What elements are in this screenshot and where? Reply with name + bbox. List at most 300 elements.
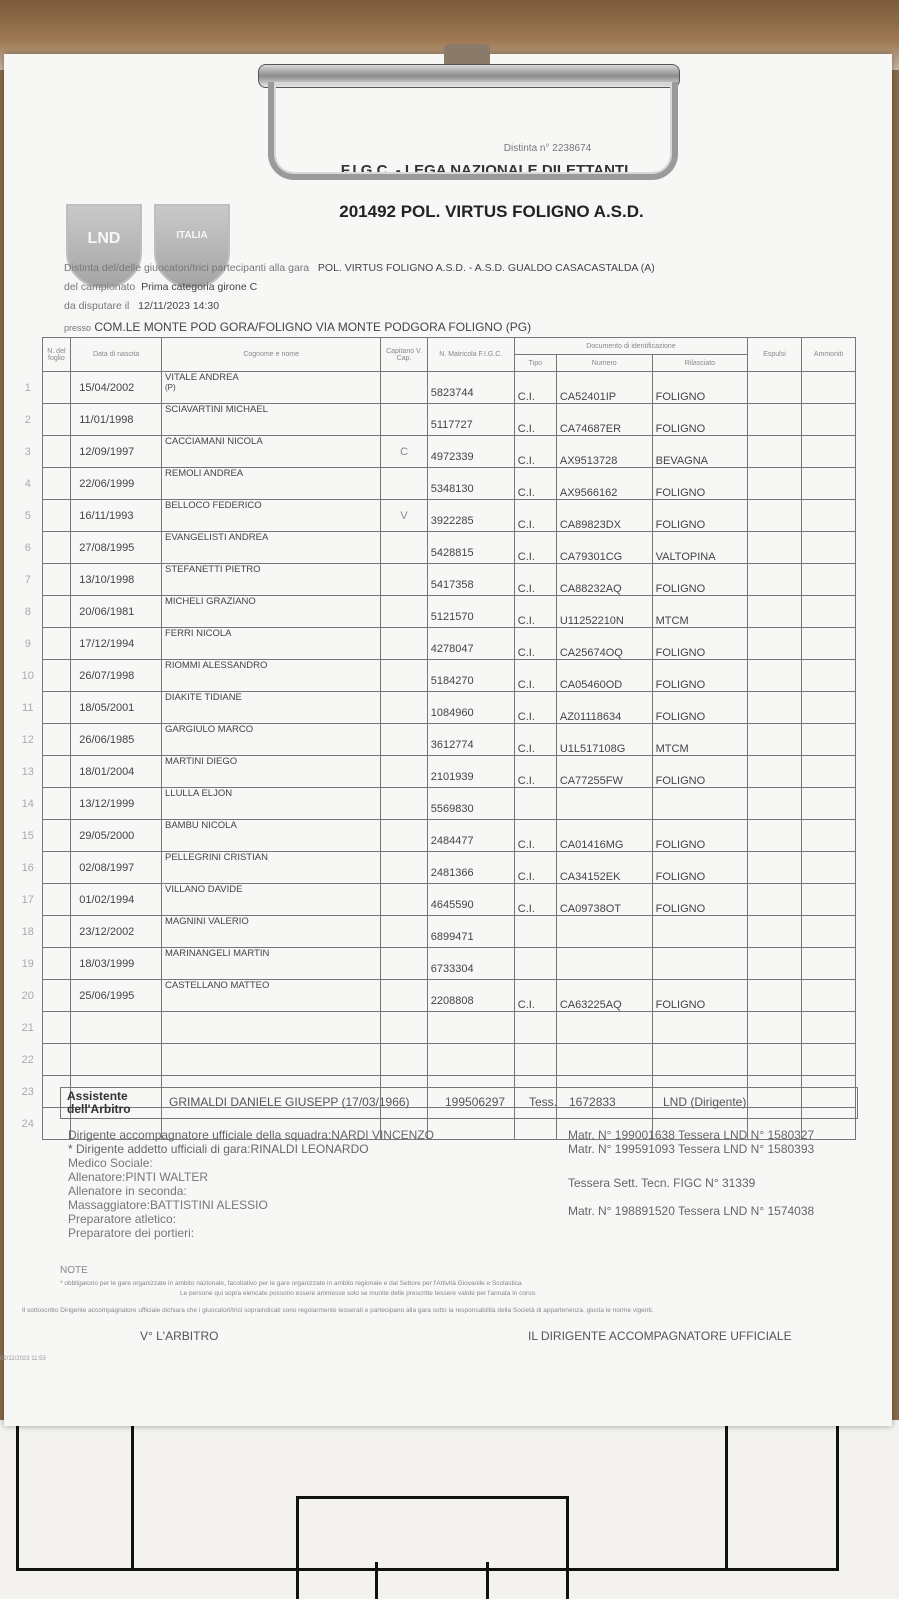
cell-tipo: C.I. (514, 852, 556, 884)
cell-blank (42, 1012, 71, 1044)
cell-tipo: C.I. (514, 692, 556, 724)
cell-ril: FOLIGNO (652, 564, 748, 596)
cell-blank (801, 404, 855, 436)
cell-name (162, 884, 381, 916)
cell-tipo: C.I. (514, 596, 556, 628)
cell-blank (801, 628, 855, 660)
cell-n: 14 (14, 788, 42, 820)
cell-cap (381, 564, 427, 596)
cell-tipo (514, 948, 556, 980)
table-row (14, 1044, 856, 1076)
cell-date: 02/08/1997 (71, 852, 162, 884)
cell-n: 23 (14, 1076, 42, 1108)
cell-cap (381, 788, 427, 820)
cell-ril (652, 1044, 748, 1076)
cell-date: 22/06/1999 (71, 468, 162, 500)
staff-matricola-1: Matr. N° 199001638 Tessera LND N° 1580327 (568, 1128, 815, 1142)
cell-tipo: C.I. (514, 884, 556, 916)
cell-ril: MTCM (652, 724, 748, 756)
table-row (14, 372, 856, 404)
cell-tipo: C.I. (514, 660, 556, 692)
cell-n: 6 (14, 532, 42, 564)
cell-doc: CA25674OQ (556, 628, 652, 660)
table-row (14, 500, 856, 532)
cell-name (162, 468, 381, 500)
cell-tipo: C.I. (514, 404, 556, 436)
cell-date: 11/01/1998 (71, 404, 162, 436)
cell-n: 15 (14, 820, 42, 852)
cell-date: 26/07/1998 (71, 660, 162, 692)
cell-date: 29/05/2000 (71, 820, 162, 852)
cell-blank (42, 948, 71, 980)
cell-blank (801, 756, 855, 788)
cell-name (162, 692, 381, 724)
cell-n: 9 (14, 628, 42, 660)
cell-ril (652, 788, 748, 820)
cell-blank (748, 980, 802, 1012)
cell-ril: FOLIGNO (652, 500, 748, 532)
cell-blank (801, 1012, 855, 1044)
player-name: RIOMMI ALESSANDRO (165, 660, 268, 671)
cell-blank (42, 788, 71, 820)
table-row (14, 788, 856, 820)
cell-blank (801, 916, 855, 948)
table-row (14, 660, 856, 692)
clipboard-board (0, 1420, 899, 1599)
cell-blank (801, 372, 855, 404)
player-name: GARGIULO MARCO (165, 724, 254, 735)
cell-blank (801, 468, 855, 500)
cell-blank (748, 564, 802, 596)
cell-ril: FOLIGNO (652, 756, 748, 788)
cell-mat: 5417358 (427, 564, 514, 596)
print-timestamp: 02/11/2023 11:53 (0, 1356, 46, 1362)
player-name: FERRI NICOLA (165, 628, 232, 639)
player-name: VITALE ANDREA (165, 372, 239, 383)
cell-doc: CA77255FW (556, 756, 652, 788)
cell-date: 17/12/1994 (71, 628, 162, 660)
footnote-2: Le persone qui sopra elencate possono essere ammesse solo se munite delle prescritte tessere valide per l'annata in corso. (180, 1290, 537, 1297)
cell-n: 5 (14, 500, 42, 532)
cell-ril: FOLIGNO (652, 468, 748, 500)
cell-doc: CA01416MG (556, 820, 652, 852)
table-row (14, 564, 856, 596)
cell-date: 27/08/1995 (71, 532, 162, 564)
cell-blank (748, 660, 802, 692)
cell-mat: 5348130 (427, 468, 514, 500)
cell-ril: FOLIGNO (652, 852, 748, 884)
cell-blank (42, 596, 71, 628)
cell-name (162, 660, 381, 692)
cell-blank (748, 436, 802, 468)
championship-line: del campionato Prima categoria girone C (64, 281, 258, 293)
cell-blank (801, 884, 855, 916)
cell-name (162, 948, 381, 980)
cell-ril: FOLIGNO (652, 820, 748, 852)
club-title: 201492 POL. VIRTUS FOLIGNO A.S.D. (339, 202, 644, 221)
cell-tipo: C.I. (514, 820, 556, 852)
cell-name (162, 628, 381, 660)
cell-date: 13/12/1999 (71, 788, 162, 820)
cell-name (162, 436, 381, 468)
cell-tipo (514, 1044, 556, 1076)
table-row (14, 628, 856, 660)
cell-blank (42, 692, 71, 724)
cell-doc: AX9566162 (556, 468, 652, 500)
cell-cap (381, 468, 427, 500)
cell-mat: 5428815 (427, 532, 514, 564)
cell-blank (748, 532, 802, 564)
distinta-number: Distinta n° 2238674 (503, 143, 592, 154)
cell-ril: FOLIGNO (652, 628, 748, 660)
cell-tipo: C.I. (514, 468, 556, 500)
cell-blank (801, 692, 855, 724)
cell-blank (801, 788, 855, 820)
cell-name (162, 852, 381, 884)
staff-matricola-3: Matr. N° 198891520 Tessera LND N° 1574038 (568, 1204, 815, 1218)
cell-blank (42, 980, 71, 1012)
cell-name (162, 596, 381, 628)
cell-blank (42, 532, 71, 564)
cell-blank (42, 820, 71, 852)
cell-doc: U1L517108G (556, 724, 652, 756)
cell-doc: CA63225AQ (556, 980, 652, 1012)
cell-date: 20/06/1981 (71, 596, 162, 628)
cell-date (71, 1012, 162, 1044)
table-row (14, 436, 856, 468)
manager-signature-label: IL DIRIGENTE ACCOMPAGNATORE UFFICIALE (528, 1329, 792, 1343)
cell-n: 4 (14, 468, 42, 500)
cell-name (162, 372, 381, 404)
cell-blank (42, 500, 71, 532)
cell-n: 3 (14, 436, 42, 468)
cell-cap (381, 724, 427, 756)
table-row (14, 692, 856, 724)
cell-cap (381, 660, 427, 692)
cell-blank (748, 372, 802, 404)
player-name: MAGNINI VALERIO (165, 916, 249, 927)
cell-blank (42, 1044, 71, 1076)
cell-name (162, 980, 381, 1012)
cell-blank (42, 628, 71, 660)
cell-doc (556, 1044, 652, 1076)
cell-cap (381, 404, 427, 436)
date-line: da disputare il 12/11/2023 14:30 (64, 300, 220, 312)
cell-name (162, 500, 381, 532)
cell-blank (748, 852, 802, 884)
cell-blank (748, 948, 802, 980)
table-row (14, 404, 856, 436)
cell-n: 20 (14, 980, 42, 1012)
cell-doc (556, 788, 652, 820)
cell-name (162, 1044, 381, 1076)
cell-tipo: C.I. (514, 980, 556, 1012)
cell-blank (42, 724, 71, 756)
cell-blank (748, 404, 802, 436)
cell-blank (748, 692, 802, 724)
cell-name (162, 756, 381, 788)
cell-mat: 6899471 (427, 916, 514, 948)
cell-n: 12 (14, 724, 42, 756)
cell-name (162, 1012, 381, 1044)
player-note: (P) (165, 383, 176, 392)
player-name: PELLEGRINI CRISTIAN (165, 852, 268, 863)
cell-blank (801, 820, 855, 852)
cell-date: 23/12/2002 (71, 916, 162, 948)
cell-cap (381, 1012, 427, 1044)
cell-n: 11 (14, 692, 42, 724)
player-name: BELLOCO FEDERICO (165, 500, 262, 511)
table-row (14, 820, 856, 852)
match-line: Distinta del/delle giuocatori/trici partecipanti alla gara POL. VIRTUS FOLIGNO A.S.D. - A.S.D. GUALDO CASACASTALDA (A) (64, 262, 655, 274)
cell-doc: CA09738OT (556, 884, 652, 916)
cell-tipo: C.I. (514, 372, 556, 404)
cell-n: 7 (14, 564, 42, 596)
table-row (14, 1012, 856, 1044)
cell-date: 12/09/1997 (71, 436, 162, 468)
staff-matricola-2: Matr. N° 199591093 Tessera LND N° 1580393 (568, 1142, 815, 1156)
cell-n: 8 (14, 596, 42, 628)
player-name: MARTINI DIEGO (165, 756, 238, 767)
cell-mat: 4278047 (427, 628, 514, 660)
player-name: REMOLI ANDREA (165, 468, 244, 479)
cell-cap (381, 948, 427, 980)
cell-tipo (514, 1012, 556, 1044)
footnote-1: * obbligatorio per le gare organizzate in ambito nazionale, facoltativo per le gare organizzate in ambito regionale e dal Settore per l'Attività Giovanile e Scolastica (60, 1280, 522, 1287)
cell-cap (381, 692, 427, 724)
cell-blank (748, 468, 802, 500)
player-name: STEFANETTI PIETRO (165, 564, 261, 575)
cell-date: 18/01/2004 (71, 756, 162, 788)
italia-logo: ITALIA (154, 204, 230, 288)
cell-doc: CA74687ER (556, 404, 652, 436)
cell-blank (801, 980, 855, 1012)
cell-date: 01/02/1994 (71, 884, 162, 916)
venue-line: presso COM.LE MONTE POD GORA/FOLIGNO VIA MONTE PODGORA FOLIGNO (PG) (64, 320, 532, 334)
cell-cap (381, 628, 427, 660)
cell-tipo: C.I. (514, 564, 556, 596)
cell-mat: 1084960 (427, 692, 514, 724)
cell-blank (748, 756, 802, 788)
cell-name (162, 724, 381, 756)
cell-blank (748, 628, 802, 660)
cell-date: 15/04/2002 (71, 372, 162, 404)
cell-mat: 5823744 (427, 372, 514, 404)
cell-n: 17 (14, 884, 42, 916)
cell-ril: FOLIGNO (652, 980, 748, 1012)
cell-mat: 3922285 (427, 500, 514, 532)
cell-n: 19 (14, 948, 42, 980)
cell-mat: 2101939 (427, 756, 514, 788)
cell-doc (556, 1012, 652, 1044)
cell-name (162, 820, 381, 852)
cell-mat: 5117727 (427, 404, 514, 436)
cell-cap (381, 980, 427, 1012)
cell-blank (801, 948, 855, 980)
cell-tipo: C.I. (514, 724, 556, 756)
table-row (14, 532, 856, 564)
cell-blank (748, 500, 802, 532)
cell-blank (801, 596, 855, 628)
cell-ril: BEVAGNA (652, 436, 748, 468)
cell-blank (801, 564, 855, 596)
cell-ril: FOLIGNO (652, 372, 748, 404)
player-name: VILLANO DAVIDE (165, 884, 243, 895)
cell-mat: 5184270 (427, 660, 514, 692)
cell-tipo (514, 788, 556, 820)
cell-mat: 6733304 (427, 948, 514, 980)
cell-blank (801, 852, 855, 884)
cell-cap (381, 756, 427, 788)
cell-blank (748, 820, 802, 852)
cell-blank (42, 916, 71, 948)
cell-n: 13 (14, 756, 42, 788)
cell-ril: VALTOPINA (652, 532, 748, 564)
cell-doc: AX9513728 (556, 436, 652, 468)
player-name: EVANGELISTI ANDREA (165, 532, 269, 543)
cell-ril (652, 916, 748, 948)
cell-blank (801, 532, 855, 564)
cell-n: 18 (14, 916, 42, 948)
cell-cap (381, 372, 427, 404)
cell-mat (427, 1012, 514, 1044)
table-row (14, 596, 856, 628)
cell-ril: FOLIGNO (652, 404, 748, 436)
cell-doc: AZ01118634 (556, 692, 652, 724)
table-row (14, 756, 856, 788)
cell-name (162, 532, 381, 564)
cell-blank (748, 788, 802, 820)
cell-date: 16/11/1993 (71, 500, 162, 532)
cell-blank (42, 564, 71, 596)
cell-doc: CA88232AQ (556, 564, 652, 596)
player-name: LLULLA ELJON (165, 788, 233, 799)
cell-tipo: C.I. (514, 628, 556, 660)
cell-tipo: C.I. (514, 436, 556, 468)
cell-ril (652, 1012, 748, 1044)
cell-ril: FOLIGNO (652, 884, 748, 916)
coach-license: Tessera Sett. Tecn. FIGC N° 31339 (568, 1176, 756, 1190)
cell-doc: CA05460OD (556, 660, 652, 692)
cell-blank (42, 756, 71, 788)
cell-cap (381, 884, 427, 916)
table-row (14, 980, 856, 1012)
cell-cap (381, 820, 427, 852)
player-table: N. del foglio Data di nascita Cognome e nome Capitano V. Cap. N. Matricola F.I.G.C. Documento di identificazione Espulsi Ammoniti Tipo Numero Rilasciato 1 15/04/2002 VITALE ANDREA (P) 5823744 C.I. CA52401IP FOLIGNO 2 11/01/1998 SCIAVARTINI MICHAEL 5117727 C.I. CA74687ER FOLIGNO 3 12/09/1997 CACCIAMANI NICOLA C 4972339 C.I. AX9513728 BEVAGNA 4 22/06/1999 REMOLI ANDREA 5348130 C.I. AX9566162 FOLIGNO 5 16/11/1993 BELLOCO FEDERICO V 3922285 C.I. CA89823DX FOLIGNO 6 27/08/1995 EVANGELISTI ANDREA 5428815 C.I. CA79301CG VALTOPINA 7 13/10/1998 STEFANETTI PIETRO 5417358 C.I. CA88232AQ FOLIGNO 8 20/06/1981 MICHELI GRAZIANO 5121570 C.I. U11252210N MTCM 9 17/12/1994 FERRI NICOLA 4278047 C.I. CA25674OQ FOLIGNO 10 26/07/1998 RIOMMI ALESSANDRO 5184270 C.I. CA05460OD FOLIGNO 11 18/05/2001 DIAKITE TIDIANE 1084960 C.I. AZ01118634 FOLIGNO 12 26/06/1985 GARGIULO MARCO 3612774 C.I. U1L517108G MTCM 13 18/01/2004 MARTINI DIEGO 2101939 C.I. CA77255FW FOLIGNO 14 13/12/1999 LLULLA ELJON 5569830 15 29/05/2000 BAMBU NICOLA 2484477 C.I. CA01416MG FOLIGNO 16 02/08/1997 PELLEGRINI CRISTIAN 2481366 C.I. CA34152EK FOLIGNO 17 01/02/1994 VILLANO DAVIDE 4645590 C.I. CA09738OT FOLIGNO 18 23/12/2002 MAGNINI VALERIO 6899471 19 18/03/1999 MARINANGELI MARTIN 6733304 20 25/06/1995 CASTELLANO MATTEO 2208808 C.I. CA63225AQ FOLIGNO 21 22 23 24 (14, 337, 856, 1140)
cell-n: 10 (14, 660, 42, 692)
cell-blank (801, 1044, 855, 1076)
table-row (14, 724, 856, 756)
cell-tipo: C.I. (514, 532, 556, 564)
cell-date: 25/06/1995 (71, 980, 162, 1012)
player-name: MICHELI GRAZIANO (165, 596, 256, 607)
cell-cap (381, 1044, 427, 1076)
cell-blank (42, 468, 71, 500)
cell-ril: FOLIGNO (652, 692, 748, 724)
player-name: CASTELLANO MATTEO (165, 980, 270, 991)
cell-date (71, 1044, 162, 1076)
cell-doc: U11252210N (556, 596, 652, 628)
cell-blank (42, 404, 71, 436)
cell-date: 18/05/2001 (71, 692, 162, 724)
cell-blank (748, 884, 802, 916)
table-row (14, 884, 856, 916)
lnd-logo: LND (66, 204, 142, 288)
cell-n: 1 (14, 372, 42, 404)
clipboard-clip (258, 44, 678, 179)
cell-blank (42, 660, 71, 692)
cell-tipo: C.I. (514, 500, 556, 532)
notes-label: NOTE (60, 1265, 88, 1276)
cell-blank (748, 596, 802, 628)
cell-blank (801, 660, 855, 692)
cell-tipo: C.I. (514, 756, 556, 788)
cell-mat: 5569830 (427, 788, 514, 820)
cell-cap (381, 916, 427, 948)
player-name: SCIAVARTINI MICHAEL (165, 404, 268, 415)
staff-list: Dirigente accompagnatore ufficiale della squadra:NARDI VINCENZO * Dirigente addetto ufficiali di gara:RINALDI LEONARDO Medico Sociale: Allenatore:PINTI WALTER Allenatore in seconda: Massaggiatore:BATTISTINI ALESSIO Preparatore atletico: Preparatore dei portieri: (68, 1128, 434, 1240)
table-row (14, 468, 856, 500)
player-name: BAMBU NICOLA (165, 820, 237, 831)
cell-ril (652, 948, 748, 980)
referee-signature-label: V° L'ARBITRO (140, 1329, 219, 1343)
assistant-referee-row: Assistente dell'Arbitro GRIMALDI DANIELE GIUSEPP (17/03/1966) 199506297 Tess. 1672833 LND (Dirigente) (60, 1087, 858, 1119)
cell-mat (427, 1044, 514, 1076)
cell-name (162, 564, 381, 596)
cell-mat: 2208808 (427, 980, 514, 1012)
cell-doc: CA52401IP (556, 372, 652, 404)
cell-n: 22 (14, 1044, 42, 1076)
cell-n: 24 (14, 1108, 42, 1140)
cell-blank (748, 916, 802, 948)
cell-mat: 2484477 (427, 820, 514, 852)
cell-cap (381, 532, 427, 564)
declaration: Il sottoscritto Dirigente accompagnatore ufficiale dichiara che i giuocatori/trici sopraindicati sono regolarmente tesserati e partecipano alla gara sotto la responsabilità della Società di appartenenza, giusta le norme vigenti. (22, 1307, 654, 1314)
cell-ril: FOLIGNO (652, 660, 748, 692)
cell-blank (801, 500, 855, 532)
cell-blank (42, 436, 71, 468)
cell-blank (801, 724, 855, 756)
table-row (14, 948, 856, 980)
cell-cap: C (381, 436, 427, 468)
cell-date: 13/10/1998 (71, 564, 162, 596)
cell-ril: MTCM (652, 596, 748, 628)
cell-name (162, 916, 381, 948)
cell-blank (748, 1044, 802, 1076)
cell-name (162, 404, 381, 436)
cell-doc: CA34152EK (556, 852, 652, 884)
federation-title: F.I.G.C. - LEGA NAZIONALE DILETTANTI (340, 162, 629, 179)
cell-n: 16 (14, 852, 42, 884)
cell-blank (42, 372, 71, 404)
cell-blank (801, 436, 855, 468)
cell-mat: 4645590 (427, 884, 514, 916)
cell-blank (42, 852, 71, 884)
cell-cap (381, 852, 427, 884)
cell-n: 2 (14, 404, 42, 436)
cell-mat: 4972339 (427, 436, 514, 468)
cell-mat: 5121570 (427, 596, 514, 628)
cell-doc: CA89823DX (556, 500, 652, 532)
cell-mat: 2481366 (427, 852, 514, 884)
cell-tipo (514, 916, 556, 948)
cell-doc: CA79301CG (556, 532, 652, 564)
cell-blank (748, 1012, 802, 1044)
cell-blank (42, 884, 71, 916)
player-name: MARINANGELI MARTIN (165, 948, 270, 959)
cell-doc (556, 916, 652, 948)
cell-doc (556, 948, 652, 980)
